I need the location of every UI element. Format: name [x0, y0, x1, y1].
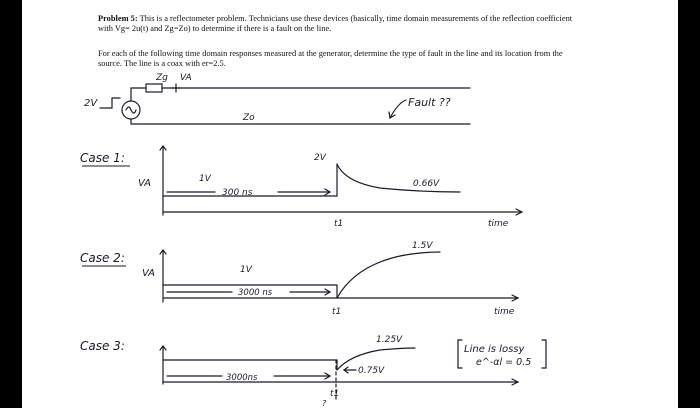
case1-decay-curve [337, 164, 460, 192]
case2-final: 1.5V [412, 241, 433, 251]
case2-time-label: time [494, 307, 515, 317]
case1-va: VA [138, 178, 152, 189]
case3-note-attenuation: e^-αl = 0.5 [476, 357, 532, 368]
va-node-mark [172, 84, 180, 92]
case2-rise-curve [337, 252, 440, 298]
case1-peak: 2V [314, 153, 326, 163]
case1-1v: 1V [199, 174, 211, 184]
case2-t1: t1 [332, 307, 342, 317]
case1-time-label: time [488, 219, 509, 229]
case3-final: 1.25V [376, 335, 403, 345]
case3-label: Case 3: [80, 339, 125, 353]
problem-heading: Problem 5: [98, 14, 138, 23]
case2-1v: 1V [240, 265, 252, 275]
case1-label: Case 1: [80, 151, 125, 165]
source-symbol [126, 107, 136, 113]
source-voltage-label: 2V [84, 98, 98, 109]
va-label: VA [180, 73, 192, 83]
problem-instructions: For each of the following time domain responses measured at the generator, determine the type of fault in the line and its location from the source. The line is a coax with er=2.5. [98, 49, 563, 68]
note-bracket-right [542, 340, 546, 368]
case3-duration: 3000ns [226, 373, 258, 383]
fault-arrow [390, 100, 406, 118]
problem-text-1: This is a reflectometer problem. Technicians use these devices (basically, time domain measurements of the reflection coefficient with Vg= 2u(t) and Zg=Zo) to determine if there is a fault on the line. [98, 14, 573, 33]
case2-duration: 3000 ns [238, 288, 273, 298]
case3-question-mark: ? [322, 399, 327, 408]
case3-note-lossy: Line is lossy [464, 344, 525, 355]
line-bottom [131, 119, 470, 124]
case1-final: 0.66V [413, 179, 440, 189]
case2-label: Case 2: [80, 251, 125, 265]
zo-label: Zo [243, 113, 255, 123]
case2-va: VA [142, 268, 156, 279]
case3-drop: 0.75V [358, 366, 385, 376]
step-symbol [100, 98, 120, 108]
case1-t1: t1 [334, 219, 344, 229]
fault-label: Fault ?? [408, 96, 451, 109]
source-wire [131, 88, 146, 101]
note-bracket-left [458, 340, 462, 368]
case1-duration: 300 ns [222, 188, 253, 198]
zg-label: Zg [156, 73, 168, 83]
case3-t1: t1 [330, 389, 340, 399]
zg-resistor [146, 84, 162, 92]
